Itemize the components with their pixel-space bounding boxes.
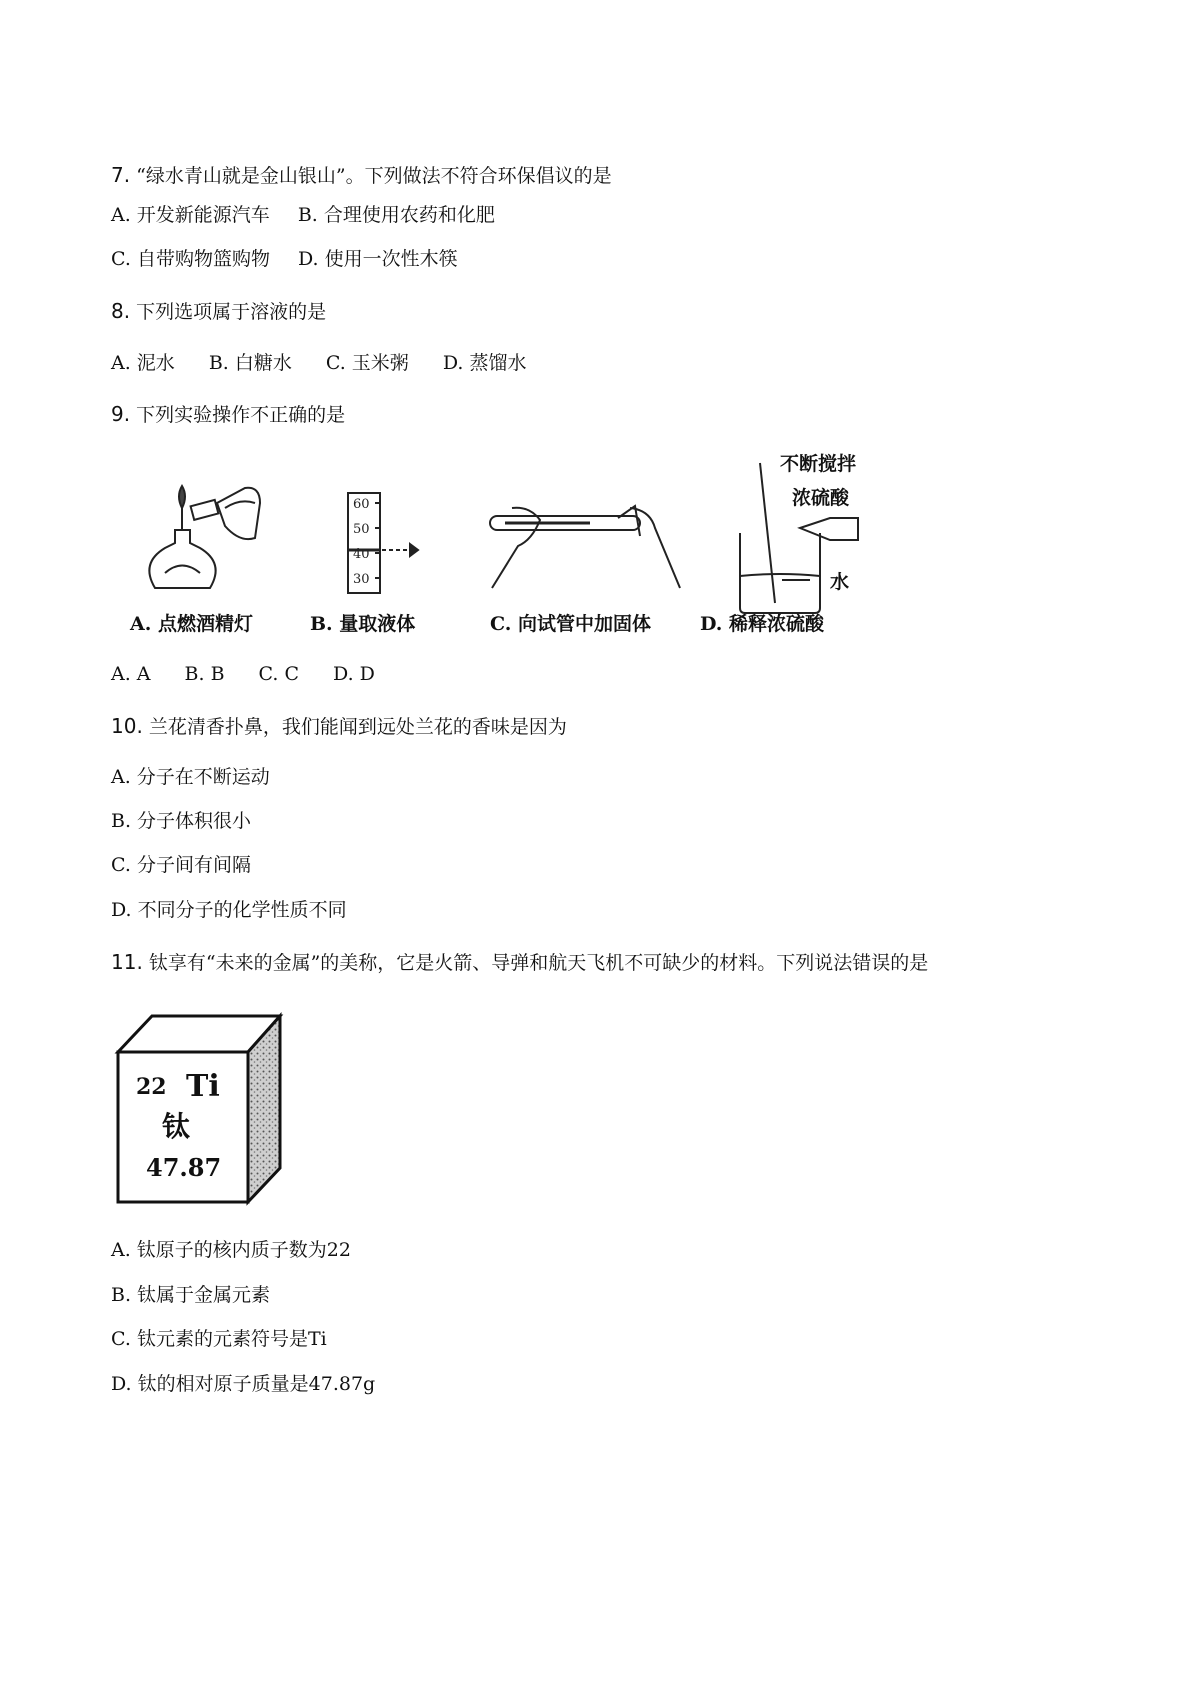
element-cube-figure xyxy=(112,1010,292,1210)
question-number: 11. xyxy=(111,950,143,974)
question-text: 兰花清香扑鼻，我们能闻到远处兰花的香味是因为 xyxy=(148,716,567,738)
option-d: D. 蒸馏水 xyxy=(442,352,527,374)
question-number: 10. xyxy=(111,714,143,738)
label-stir: 不断搅拌 xyxy=(780,453,857,475)
atomic-number: 22 xyxy=(136,1074,167,1100)
label-water: 水 xyxy=(830,571,850,593)
question-text: 下列选项属于溶液的是 xyxy=(136,301,327,323)
question-number: 9. xyxy=(111,402,131,426)
caption-b: B. 量取液体 xyxy=(310,613,416,635)
option-c: C. 玉米粥 xyxy=(325,352,409,374)
question-10-option-d: D. 不同分子的化学性质不同 xyxy=(111,899,347,921)
question-text: 下列实验操作不正确的是 xyxy=(136,404,346,426)
question-11-option-c: C. 钛元素的元素符号是Ti xyxy=(111,1328,327,1350)
question-10-option-b: B. 分子体积很小 xyxy=(111,810,252,832)
lab-operations-figure xyxy=(120,448,920,648)
question-7-stem xyxy=(111,163,612,188)
option-b: B. 合理使用农药和化肥 xyxy=(297,204,495,226)
cylinder-tick-40: 40 xyxy=(353,547,370,562)
option-b: B. B xyxy=(184,663,225,685)
caption-d: D. 稀释浓硫酸 xyxy=(700,613,825,635)
cylinder-tick-30: 30 xyxy=(353,572,370,587)
element-name: 钛 xyxy=(162,1110,191,1143)
question-7-options-row-1 xyxy=(111,203,495,227)
question-9-stem xyxy=(111,402,345,427)
option-a: A. 泥水 xyxy=(111,352,175,374)
option-c: C. C xyxy=(258,663,300,685)
option-a: A. A xyxy=(111,663,151,685)
option-a: A. 开发新能源汽车 xyxy=(111,204,270,226)
question-8-stem xyxy=(111,299,326,324)
question-11-option-b: B. 钛属于金属元素 xyxy=(111,1284,271,1306)
question-number: 7. xyxy=(111,163,131,187)
question-text: “绿水青山就是金山银山”。下列做法不符合环保倡议的是 xyxy=(136,165,612,187)
test-tube-illustration xyxy=(490,506,680,588)
question-11-option-a: A. 钛原子的核内质子数为22 xyxy=(111,1239,351,1261)
option-b: B. 白糖水 xyxy=(208,352,292,374)
question-9-options xyxy=(111,662,375,686)
question-11-option-d: D. 钛的相对原子质量是47.87g xyxy=(111,1373,376,1395)
question-10-option-a: A. 分子在不断运动 xyxy=(111,766,270,788)
question-10-stem xyxy=(111,714,567,739)
option-d: D. D xyxy=(333,663,375,685)
caption-a: A. 点燃酒精灯 xyxy=(130,613,253,635)
label-conc-acid: 浓硫酸 xyxy=(792,487,850,509)
cylinder-tick-50: 50 xyxy=(353,522,370,537)
question-10-option-c: C. 分子间有间隔 xyxy=(111,854,251,876)
question-8-options xyxy=(111,351,526,375)
question-number: 8. xyxy=(111,299,131,323)
question-11-stem xyxy=(111,950,928,975)
option-c: C. 自带购物篮购物 xyxy=(111,248,270,270)
alcohol-lamp-illustration xyxy=(149,486,260,588)
element-symbol: Ti xyxy=(186,1069,220,1104)
option-d: D. 使用一次性木筷 xyxy=(297,248,458,270)
caption-c: C. 向试管中加固体 xyxy=(490,613,652,635)
atomic-mass: 47.87 xyxy=(146,1153,222,1182)
question-text: 钛享有“未来的金属”的美称，它是火箭、导弹和航天飞机不可缺少的材料。下列说法错误的是 xyxy=(148,952,929,974)
question-7-options-row-2 xyxy=(111,247,458,271)
cylinder-tick-60: 60 xyxy=(353,497,370,512)
